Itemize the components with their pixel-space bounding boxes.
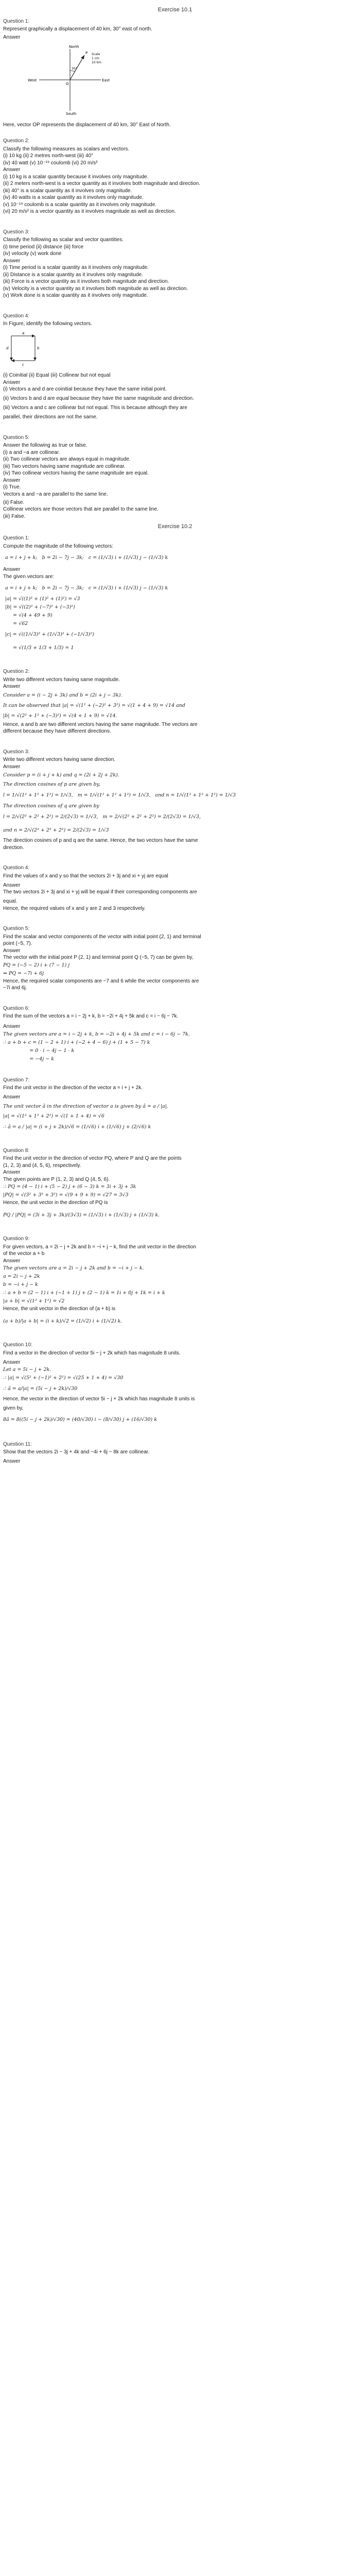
answer-item: (vi) 20 m/s² is a vector quantity as it involves magnitude as well as direction. <box>3 209 176 215</box>
math-line: Let a = 5i − j + 2k. <box>3 1367 51 1373</box>
math-line: |a| = √(1² + 1² + 2²) = √(1 + 1 + 4) = √6 <box>3 1113 104 1119</box>
math-line: 8â = 8((5i − j + 2k)/√30) = (40/√30) i − (8/√30) j + (16/√30) k <box>3 1416 157 1422</box>
answer-text: The given points are P (1, 2, 3) and Q (4, 5, 6). <box>3 1176 110 1182</box>
math-line: |a| = √((1)² + (1)² + (1)²) = √3 <box>5 596 80 602</box>
question-block <box>3 1235 347 1328</box>
vector-square-figure <box>5 331 347 369</box>
question-text: In Figure, identify the following vectors. <box>3 321 92 327</box>
vector-label-a: a <box>22 331 25 335</box>
answer-text: Hence, the unit vector in the direction of (a + b) is <box>3 1306 116 1312</box>
question-text: Write two different vectors having same direction. <box>3 757 116 763</box>
question-title: Question 5: <box>3 926 30 932</box>
answer-label: Answer <box>3 1359 21 1365</box>
question-text: Find the scalar and vector components of the vector with initial point (2, 1) and terminal <box>3 934 201 940</box>
question-item: (iii) Two vectors having same magnitude are collinear. <box>3 463 126 469</box>
question-item: (iv) velocity (v) work done <box>3 251 62 257</box>
question-item: (i) a and −a are collinear. <box>3 449 60 455</box>
answer-text: The direction cosines of p and q are the same. Hence, the two vectors have the same <box>3 838 198 844</box>
math-line: The given vectors are a = i − 2j + k, b = −2i + 4j + 5k and c = i − 6j − 7k. <box>3 1031 190 1037</box>
question-text: Find a vector in the direction of vector 5i − j + 2k which has magnitude 8 units. <box>3 1350 181 1356</box>
math-line: l = 2/√(2² + 2² + 2²) = 2/(2√3) = 1/√3, m = 2/√(2² + 2² + 2²) = 2/(2√3) = 1/√3, <box>3 814 201 820</box>
answer-label: Answer <box>3 684 21 690</box>
math-line: l = 1/√(1² + 1² + 1²) = 1/√3, m = 1/√(1² + 1² + 1²) = 1/√3, and n = 1/√(1² + 1² + 1²) = 1/√3 <box>3 792 236 799</box>
question-block <box>3 925 347 992</box>
answer-label: Answer <box>3 34 21 40</box>
answer-text: Hence, a and b are two different vectors having the same magnitude. The vectors are <box>3 721 198 727</box>
question-block <box>3 1147 347 1223</box>
math-line: ∴ |a| = √(5² + (−1)² + 2²) = √(25 + 1 + 4) = √30 <box>3 1375 124 1381</box>
question-item: (i) Coinitial (ii) Equal (iii) Collinear but not equal <box>3 372 111 379</box>
math-line: |PQ| = √(3² + 3² + 3²) = √(9 + 9 + 9) = √27 = 3√3 <box>3 1192 129 1198</box>
answer-item: (iv) Velocity is a vector quantity as it involves both magnitude as well as direction. <box>3 285 188 292</box>
answer-text: −7i and 6j. <box>3 985 27 991</box>
scale-title: Scale <box>92 53 100 57</box>
answer-text: equal. <box>3 899 18 905</box>
question-block <box>3 865 347 912</box>
answer-label: Answer <box>3 1258 21 1264</box>
scale-value: 10 km <box>92 61 101 65</box>
question-item: (iv) Two collinear vectors having the same magnitude are equal. <box>3 470 149 477</box>
question-block <box>3 749 347 852</box>
question-text: Find the unit vector in the direction of vector PQ, where P and Q are the points <box>3 1156 182 1162</box>
answer-label: Answer <box>3 379 21 385</box>
math-line: The unit vector â in the direction of vector a is given by â = a / |a|. <box>3 1103 169 1109</box>
math-line: The direction cosines of p are given by, <box>3 782 100 788</box>
answer-label: Answer <box>3 567 21 573</box>
math-line: |a + b| = √(1² + 1²) = √2 <box>3 1298 65 1304</box>
question-text: point (−5, 7). <box>3 941 32 947</box>
answer-label: Answer <box>3 1170 21 1176</box>
question-title: Question 8: <box>3 1147 30 1154</box>
math-line: |c| = √((1/√3)² + (1/√3)² + (−1/√3)²) <box>5 632 94 638</box>
math-line: = 0 · i − 4j − 1 · k <box>3 1047 75 1054</box>
answer-item: (iv) 40 watts is a scalar quantity as it involves only magnitude. <box>3 195 144 201</box>
exercise-heading: Exercise 10.1 <box>157 7 192 13</box>
answer-text: Hence, the required values of x and y are 2 and 3 respectively. <box>3 905 146 911</box>
answer-item: parallel, their directions are not the same. <box>3 414 98 420</box>
math-line: = √62 <box>5 621 28 627</box>
answer-label: Answer <box>3 947 21 954</box>
question-block <box>3 668 347 735</box>
math-line: a = i + j + k; b = 2i − 7j − 3k; c = (1/√3) i + (1/√3) j − (1/√3) k <box>5 585 168 591</box>
answer-item: Vectors a and −a are parallel to the same line. <box>3 491 108 497</box>
question-item: (i) 10 kg (ii) 2 metres north-west (iii) 40° <box>3 153 94 159</box>
question-text: Classify the following as scalar and vector quantities. <box>3 237 124 243</box>
origin-label: O <box>66 82 69 87</box>
answer-item: (i) True. <box>3 484 21 490</box>
answer-label: Answer <box>3 258 21 264</box>
answer-text: Here, vector OP represents the displacement of 40 km, 30° East of North. <box>3 122 171 128</box>
question-title: Question 3: <box>3 229 30 235</box>
question-title: Question 6: <box>3 1005 30 1011</box>
scale-unit: 1 cm <box>92 57 99 61</box>
vector-label-b: b <box>37 346 40 350</box>
question-text: Represent graphically a displacement of 40 km, 30° east of north. <box>3 26 152 32</box>
question-title: Question 5: <box>3 434 30 440</box>
question-text: Classify the following measures as scalars and vectors. <box>3 146 130 152</box>
question-text: Answer the following as true or false. <box>3 443 87 449</box>
answer-label: Answer <box>3 764 21 770</box>
vector-label-c: c <box>22 362 24 367</box>
question-block <box>3 1441 347 1465</box>
point-label: P <box>85 51 88 56</box>
answer-item: (ii) Distance is a scalar quantity as it involves only magnitude. <box>3 272 143 278</box>
answer-item: (i) Vectors a and d are coinitial because they have the same initial point. <box>3 386 167 393</box>
answer-text: Hence, the vector in the direction of vector 5i − j + 2k which has magnitude 8 units is <box>3 1396 195 1402</box>
math-line: It can be observed that |a| = √(1² + (−2)² + 3²) = √(1 + 4 + 9) = √14 and <box>3 702 185 708</box>
answer-text: direction. <box>3 844 24 851</box>
math-line: |b| = √((2)² + (−7)² + (−3)²) <box>5 604 75 611</box>
answer-item: (iii) Force is a vector quantity as it involves both magnitude and direction. <box>3 279 169 285</box>
question-text: Compute the magnitude of the following vectors: <box>3 543 114 549</box>
math-line: and n = 2/√(2² + 2² + 2²) = 2/(2√3) = 1/√3 <box>3 827 109 834</box>
question-text: Show that the vectors 2i − 3j + 4k and −4i + 6j − 8k are collinear. <box>3 1449 150 1455</box>
question-title: Question 1: <box>3 535 30 541</box>
exercise-heading: Exercise 10.2 <box>157 523 192 530</box>
answer-item: (ii) False. <box>3 499 25 505</box>
question-title: Question 1: <box>3 18 30 24</box>
displacement-diagram <box>24 44 347 118</box>
math-line: PQ = (−5 − 2) i + (7 − 1) j <box>3 962 70 968</box>
answer-label: Answer <box>3 882 21 888</box>
angle-label: 30° <box>72 67 77 71</box>
math-line: ⇒ PQ = −7i + 6j <box>3 970 44 976</box>
answer-text: given by, <box>3 1405 24 1412</box>
east-label: East <box>102 78 110 83</box>
answer-text: Hence, the unit vector in the direction of PQ is <box>3 1200 108 1206</box>
answer-text: The vector with the initial point P (2, 1) and terminal point Q (−5, 7) can be given by, <box>3 955 194 961</box>
answer-text: The given vectors are: <box>3 573 54 580</box>
answer-label: Answer <box>3 477 21 483</box>
question-title: Question 11: <box>3 1441 32 1447</box>
math-line: b = −i + j − k <box>3 1282 38 1288</box>
answer-item: (v) 10⁻¹⁹ coulomb is a scalar quantity as it involves only magnitude. <box>3 201 157 208</box>
question-text: of the vector a + b <box>3 1251 45 1257</box>
question-text: Write two different vectors having same magnitude. <box>3 676 120 683</box>
answer-label: Answer <box>3 1459 21 1465</box>
question-item: (ii) Two collinear vectors are always equal in magnitude. <box>3 456 131 463</box>
math-line: = √(1/3 + 1/3 + 1/3) = 1 <box>5 645 74 651</box>
answer-text: different because they have different directions. <box>3 728 111 735</box>
question-text: Find the unit vector in the direction of the vector a = i + j + 2k. <box>3 1085 143 1091</box>
question-title: Question 7: <box>3 1077 30 1083</box>
question-text: Find the values of x and y so that the vectors 2i + 3j and xi + yj are equal <box>3 873 168 879</box>
answer-item: (i) Time period is a scalar quantity as it involves only magnitude. <box>3 265 149 271</box>
answer-item: Collinear vectors are those vectors that are parallel to the same line. <box>3 506 159 513</box>
answer-item: (iii) False. <box>3 513 26 519</box>
answer-item: (iii) 40° is a scalar quantity as it involves only magnitude. <box>3 188 132 194</box>
question-title: Question 4: <box>3 865 30 871</box>
question-title: Question 2: <box>3 138 30 144</box>
math-line: ∴ a + b + c = (1 − 2 + 1) i + (−2 + 4 − 6) j + (1 + 5 − 7) k <box>3 1039 150 1045</box>
answer-text: Hence, the required scalar components are −7 and 6 while the vector components are <box>3 978 199 984</box>
answer-label: Answer <box>3 1024 21 1030</box>
math-line: ∴ â = a / |a| = (i + j + 2k)/√6 = (1/√6) i + (1/√6) j + (2/√6) k <box>3 1124 151 1130</box>
question-block <box>3 18 347 129</box>
question-block <box>3 229 347 299</box>
math-line: |b| = √(2² + 1² + (−3)²) = √(4 + 1 + 9) = √14. <box>3 713 117 719</box>
question-block <box>3 535 347 655</box>
answer-item: (v) Work done is a scalar quantity as it involves only magnitude. <box>3 293 148 299</box>
question-title: Question 9: <box>3 1236 30 1242</box>
math-block <box>5 551 347 565</box>
north-label: North <box>69 45 79 49</box>
south-label: South <box>66 112 77 116</box>
math-line: ∴ PQ = (4 − 1) i + (5 − 2) j + (6 − 3) k = 3i + 3j + 3k <box>3 1184 136 1190</box>
math-block <box>5 582 347 655</box>
question-block <box>3 313 347 421</box>
question-block <box>3 1077 347 1134</box>
answer-item: (i) 10 kg is a scalar quantity because it involves only magnitude. <box>3 174 149 180</box>
math-line: = −4j − k <box>3 1056 55 1062</box>
math-line: a = i + j + k; b = 2i − 7j − 3k; c = (1/√3) i + (1/√3) j − (1/√3) k <box>5 555 168 561</box>
question-title: Question 3: <box>3 749 30 755</box>
answer-text: The two vectors 2i + 3j and xi + yj will be equal if their corresponding components are <box>3 889 197 895</box>
math-line: Consider p = (i + j + k) and q = (2i + 2j + 2k). <box>3 772 119 778</box>
math-line: PQ / |PQ| = (3i + 3j + 3k)/(3√3) = (1/√3) i + (1/√3) j + (1/√3) k. <box>3 1212 160 1218</box>
answer-item: (iii) Vectors a and c are collinear but not equal. This is because although they are <box>3 405 187 411</box>
question-title: Question 2: <box>3 669 30 675</box>
question-title: Question 4: <box>3 313 30 319</box>
answer-label: Answer <box>3 1094 21 1100</box>
question-text: For given vectors, a = 2i − j + 2k and b = −i + j − k, find the unit vector in the direction <box>3 1244 196 1250</box>
math-line: Consider a = (i − 2j + 3k) and b = (2i + j − 3k). <box>3 692 122 698</box>
question-block <box>3 434 347 520</box>
question-item: (i) time period (ii) distance (iii) force <box>3 244 84 250</box>
math-line: ∴ â = a/|a| = (5i − j + 2k)/√30 <box>3 1386 78 1392</box>
west-label: West <box>28 78 37 83</box>
vector-label-d: d <box>6 346 9 350</box>
answer-item: (ii) 2 meters north-west is a vector quantity as it involves both magnitude and direction. <box>3 181 200 187</box>
math-line: = √(4 + 49 + 9) <box>5 613 52 619</box>
answer-item: (ii) Vectors b and d are equal because they have the same magnitude and direction. <box>3 396 194 402</box>
math-line: a = 2i − j + 2k <box>3 1274 40 1280</box>
question-title: Question 10: <box>3 1342 32 1348</box>
answer-label: Answer <box>3 167 21 173</box>
math-line: ∴ a + b = (2 − 1) i + (−1 + 1) j + (2 − 1) k = 1i + 0j + 1k = i + k <box>3 1290 165 1296</box>
question-text: Find the sum of the vectors a = i − 2j + k, b = −2i + 4j + 5k and c = i − 6j − 7k. <box>3 1013 179 1020</box>
question-block <box>3 1342 347 1428</box>
math-line: The given vectors are a = 2i − j + 2k and b = −i + j − k. <box>3 1265 144 1272</box>
question-text: (1, 2, 3) and (4, 5, 6), respectively. <box>3 1162 81 1168</box>
math-line: The direction cosines of q are given by <box>3 803 99 809</box>
math-line: (a + b)/|a + b| = (i + k)/√2 = (1/√2) i + (1/√2) k. <box>3 1318 122 1325</box>
question-item: (iv) 40 watt (v) 10⁻¹⁹ coulomb (vi) 20 m/s² <box>3 160 98 166</box>
question-block <box>3 138 347 215</box>
question-block <box>3 1005 347 1063</box>
